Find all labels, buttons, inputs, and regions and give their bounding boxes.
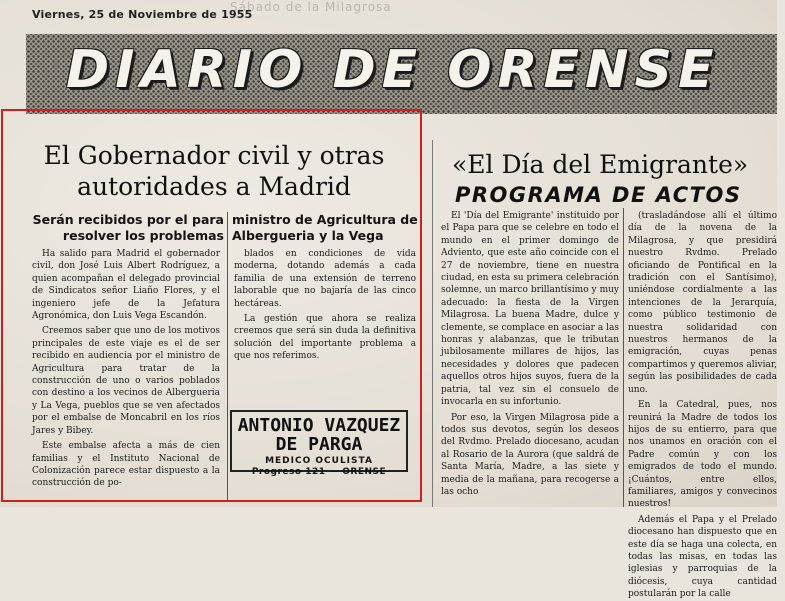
right-article-column-2 xyxy=(628,210,777,600)
left-article-column-1 xyxy=(32,248,220,503)
paragraph: Por eso, la Virgen Milagrosa pide a todos sus devotos, según los deseos del Rvdmo. Prelado diocesano, acudan al Rosario de la Aurora (que saldrá de Santa María, Madre, a las siete y media de la mañana, para recogerse a las ocho xyxy=(441,412,619,497)
paragraph: La gestión que ahora se realiza creemos que será sin duda la definitiva solución del importante problema a que nos referimos. xyxy=(234,314,416,362)
ad-name-line2: DE PARGA xyxy=(275,434,363,455)
masthead-banner xyxy=(26,34,777,114)
left-article-column-2 xyxy=(234,248,416,403)
right-kicker: PROGRAMA DE ACTOS xyxy=(455,183,742,207)
left-headline-line1: El Gobernador civil y otras xyxy=(43,141,385,170)
oculist-advertisement xyxy=(230,410,408,477)
ad-address: Progreso 121 — ORENSE xyxy=(251,467,387,477)
left-headline-line2: autoridades a Madrid xyxy=(77,172,351,201)
column-rule xyxy=(227,212,228,502)
paragraph: blados en condiciones de vida moderna, dotando además a cada familia de una extensión de terreno laborable que no bajaría de las cinco hectáreas. xyxy=(234,249,416,309)
column-rule xyxy=(623,208,624,507)
dateline: Viernes, 25 de Noviembre de 1955 xyxy=(32,8,253,21)
paragraph: El 'Día del Emigrante' instituido por el Papa para que se celebre en todo el mundo en el primer domingo de Adviento, que este año coincide con el 27 de noviembre, tiene en nuestra ciudad, en esta su primera celebración solemne, un marco brillantísimo y muy adecuado: la fiesta de la Virgen Milagrosa. La buena Madre, dulce y clemente, se complace en asociar a las honras y alabanzas, que le tributan jubilosamente millares de hijos, las necesidades y dolores que padecen aquellos otros hijos suyos, fuera de la patria, tal vez sin el consuelo de invocarla en su infortunio. xyxy=(441,211,619,408)
right-headline: «El Día del Emigrante» xyxy=(452,150,749,179)
left-subhead-part2: ministro de Agricultura de Albergueria y la Vega xyxy=(232,212,418,243)
paragraph: (trasladándose allí el último día de la novena de la Milagrosa, y que presidirá nuestro Rvdmo. Prelado oficiando de Pontifical en la tradición con el Santísimo), uniéndose cordialmente a las intenciones de la Jerarquía, como público testimonio de nuestra solidaridad con nuestros hermanos de la emigración, cuyas penas compartimos y queremos aliviar, según las posibilidades de cada uno. xyxy=(628,211,777,395)
ad-name-line1: ANTONIO VAZQUEZ xyxy=(237,415,401,436)
ad-profession: MEDICO OCULISTA xyxy=(265,456,373,466)
paragraph: Este embalse afecta a más de cien familias y el Instituto Nacional de Colonización parece estar dispuesto a la construcción de po- xyxy=(32,441,220,489)
paragraph: En la Catedral, pues, nos reunirá la Madre de todos los hijos de su entierro, para que nos unamos en oración con el Padre común y con los emigrados de todo el mundo. ¡Cuántos, entre ellos, familiares, amigos y convecinos nuestros! xyxy=(628,400,777,510)
left-headline xyxy=(8,140,420,202)
paragraph: Creemos saber que uno de los motivos principales de este viaje es el de ser recibido en audiencia por el ministro de Agricultura para tratar de la construcción de uno o varios poblados con destino a los vecinos de Albergueria y La Vega, pueblos que se ven afectados por el embalse de Moncabril en los ríos Jares y Bibey. xyxy=(32,326,220,436)
right-article-column-1 xyxy=(441,210,619,507)
paragraph: Además el Papa y el Prelado diocesano han dispuesto que en este día se haga una colecta, en todas las misas, en todas las iglesias y parroquias de la diócesis, cuya cantidad postularán por la calle xyxy=(628,514,777,600)
article-separator xyxy=(432,140,433,507)
masthead-title: DIARIO DE ORENSE xyxy=(66,40,720,100)
bleed-through-text: Sábado de la Milagrosa xyxy=(230,0,392,14)
left-subhead-part1: Serán recibidos por el para resolver los problemas xyxy=(32,212,224,243)
paragraph: Ha salido para Madrid el gobernador civil, don José Luis Albert Rodríguez, a quien acompañan el delegado provincial de Sindicatos señor Liaño Flores, y el ingeniero jefe de la Jefatura Agronómica, don Luis Vega Escandón. xyxy=(32,249,220,322)
